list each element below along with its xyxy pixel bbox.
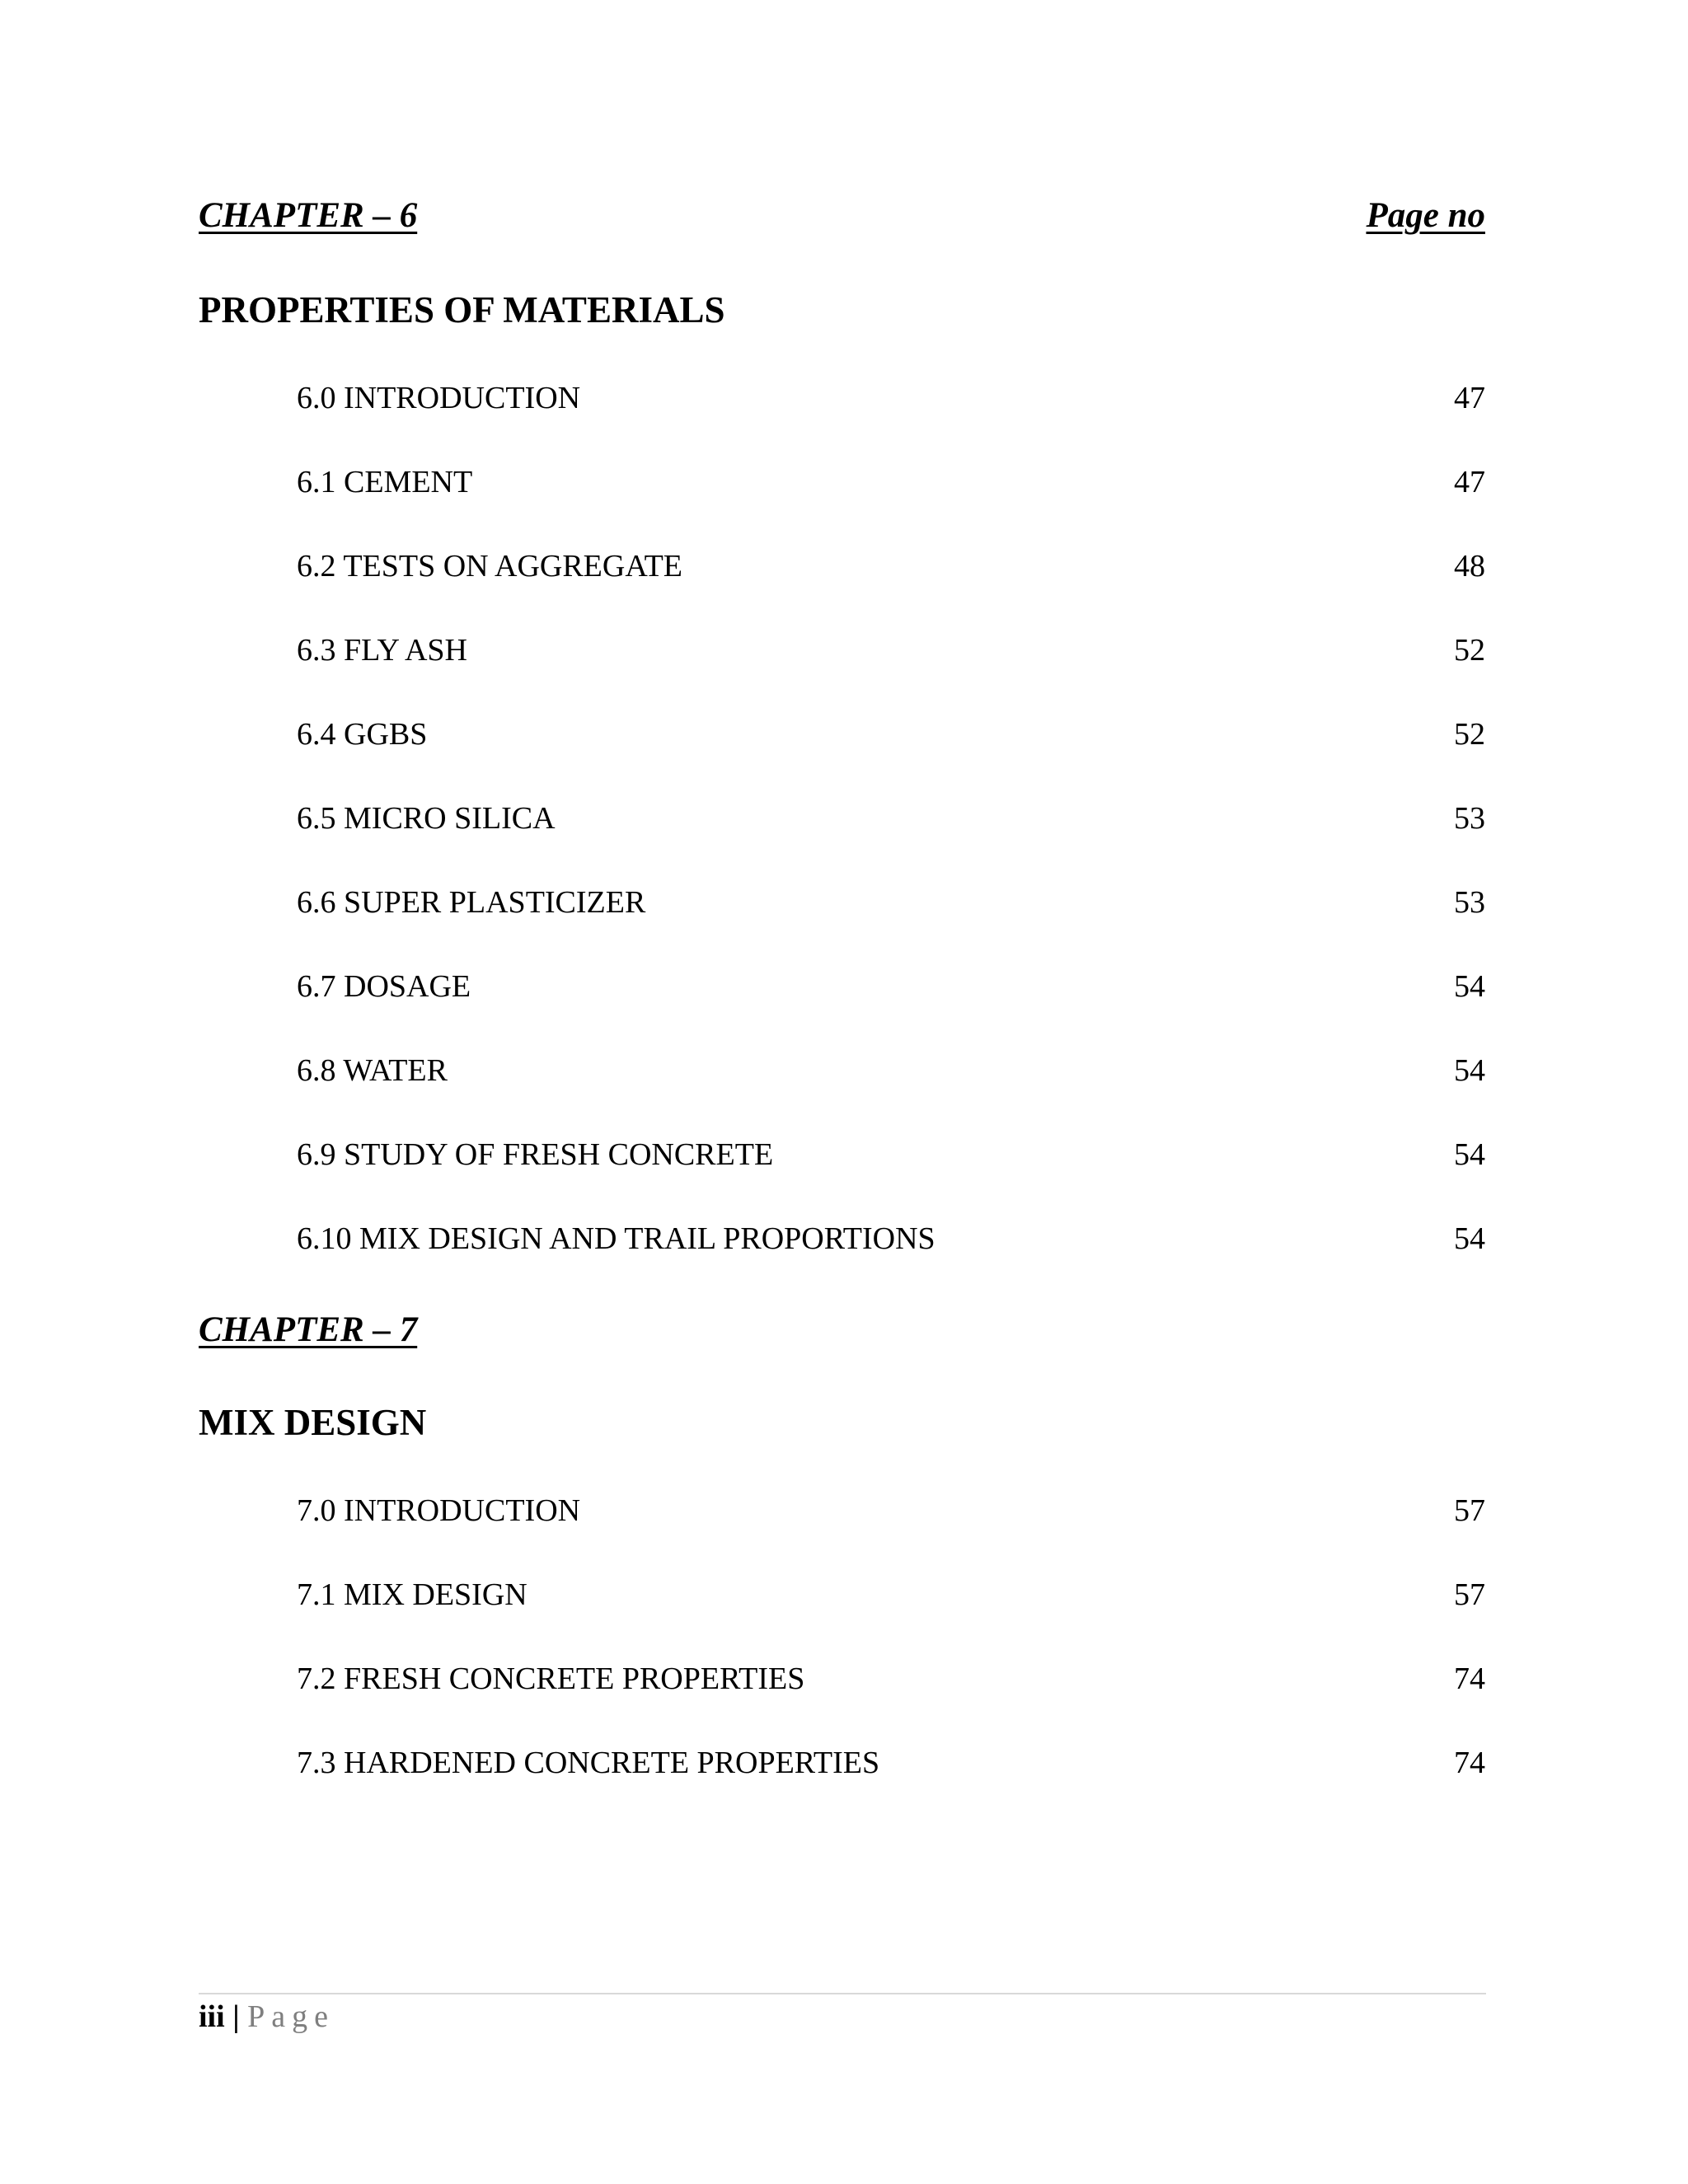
toc-entry-title: 6.4 GGBS [297, 717, 428, 752]
toc-entry-page: 74 [1454, 1661, 1485, 1696]
toc-entry-title: 6.1 CEMENT [297, 465, 473, 499]
toc-entry-page: 57 [1454, 1493, 1485, 1528]
toc-entry-title: 7.3 HARDENED CONCRETE PROPERTIES [297, 1746, 880, 1780]
toc-entry-page: 47 [1454, 465, 1485, 499]
toc-entry-page: 57 [1454, 1577, 1485, 1612]
toc-entry-page: 47 [1454, 381, 1485, 415]
toc-entry-page: 53 [1454, 801, 1485, 836]
toc-entry-page: 53 [1454, 885, 1485, 920]
toc-entry-title: 6.9 STUDY OF FRESH CONCRETE [297, 1137, 774, 1172]
toc-entry [297, 1663, 1485, 1703]
toc-entry-title: 6.5 MICRO SILICA [297, 801, 556, 836]
toc-entry-title: 6.8 WATER [297, 1053, 448, 1088]
toc-entry-title: 7.0 INTRODUCTION [297, 1493, 581, 1528]
toc-entry-page: 52 [1454, 633, 1485, 668]
toc-entry-page: 52 [1454, 717, 1485, 752]
chapter-6-label: CHAPTER – 6 [199, 196, 418, 235]
toc-entry-page: 54 [1454, 1221, 1485, 1256]
toc-entry-title: 6.7 DOSAGE [297, 969, 471, 1004]
toc-entry-page: 54 [1454, 1137, 1485, 1172]
footer-page-word: Page [247, 1999, 335, 2034]
toc-entry [297, 1139, 1485, 1179]
toc-entry [297, 1495, 1485, 1535]
toc-entry-title: 7.1 MIX DESIGN [297, 1577, 528, 1612]
toc-entry [297, 803, 1485, 842]
toc-entry [297, 1223, 1485, 1263]
toc-entry-page: 74 [1454, 1746, 1485, 1780]
footer-page-number: iii [199, 1999, 225, 2034]
page-no-header: Page no [1366, 196, 1485, 235]
toc-entry [297, 382, 1485, 422]
toc-entry-page: 54 [1454, 1053, 1485, 1088]
toc-entry-title: 6.3 FLY ASH [297, 633, 467, 668]
chapter-7-title: MIX DESIGN [199, 1402, 427, 1443]
toc-entry [297, 466, 1485, 506]
toc-entry-page: 48 [1454, 549, 1485, 583]
toc-entry [297, 635, 1485, 674]
toc-entry-title: 6.6 SUPER PLASTICIZER [297, 885, 646, 920]
toc-entry-title: 6.2 TESTS ON AGGREGATE [297, 549, 682, 583]
toc-entry [297, 719, 1485, 758]
footer-separator: | [232, 1999, 240, 2034]
chapter-7-label: CHAPTER – 7 [199, 1310, 418, 1349]
toc-entry-page: 54 [1454, 969, 1485, 1004]
footer-divider [199, 1993, 1486, 1994]
toc-entry [297, 1747, 1485, 1787]
toc-entry [297, 551, 1485, 590]
toc-entry [297, 1579, 1485, 1619]
toc-entry-title: 7.2 FRESH CONCRETE PROPERTIES [297, 1661, 805, 1696]
toc-entry-title: 6.10 MIX DESIGN AND TRAIL PROPORTIONS [297, 1221, 935, 1256]
toc-entry [297, 1055, 1485, 1094]
chapter-6-title: PROPERTIES OF MATERIALS [199, 289, 725, 330]
page-footer [199, 2001, 335, 2032]
toc-entry-title: 6.0 INTRODUCTION [297, 381, 581, 415]
toc-entry [297, 971, 1485, 1010]
toc-entry [297, 887, 1485, 926]
